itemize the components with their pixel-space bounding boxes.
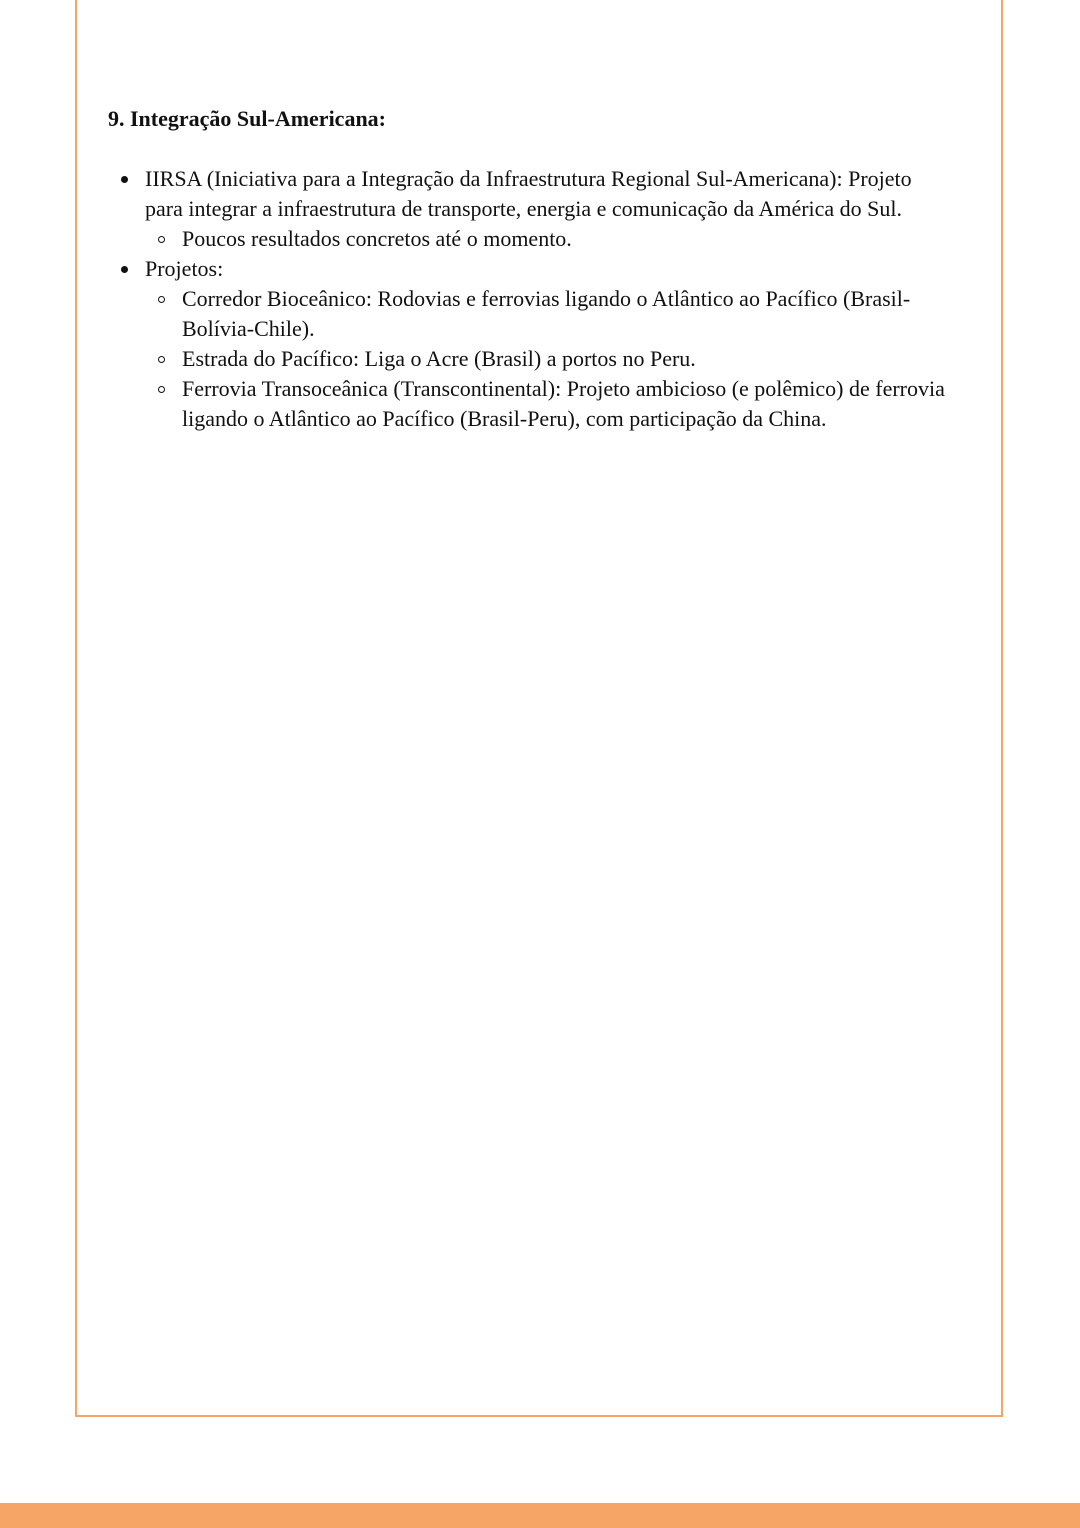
list-item-text: Projetos: [145,256,224,281]
sub-bullet-list [145,224,948,254]
list-item-text: IIRSA (Iniciativa para a Integração da Infraestrutura Regional Sul-Americana): Projeto para integrar a infraestrutura de transporte, energia e comunicação da América do Sul. [145,166,912,221]
list-item-projetos [108,254,948,434]
document-content [108,104,948,434]
sub-list-item [145,344,948,374]
filled-bullet-icon [121,176,128,183]
hollow-bullet-icon [158,296,165,303]
sub-list-item [145,374,948,434]
sub-list-item [145,224,948,254]
bullet-list [108,164,948,434]
list-item-iirsa [108,164,948,254]
sub-list-item-text: Poucos resultados concretos até o momento. [182,226,572,251]
hollow-bullet-icon [158,236,165,243]
filled-bullet-icon [121,266,128,273]
hollow-bullet-icon [158,386,165,393]
sub-list-item [145,284,948,344]
sub-bullet-list [145,284,948,434]
sub-list-item-text: Estrada do Pacífico: Liga o Acre (Brasil) a portos no Peru. [182,346,696,371]
footer-accent-bar [0,1503,1080,1528]
section-title: 9. Integração Sul-Americana: [108,106,387,131]
hollow-bullet-icon [158,356,165,363]
sub-list-item-text: Corredor Bioceânico: Rodovias e ferrovias ligando o Atlântico ao Pacífico (Brasil-Bolívia-Chile). [182,286,911,341]
sub-list-item-text: Ferrovia Transoceânica (Transcontinental): Projeto ambicioso (e polêmico) de ferrovia ligando o Atlântico ao Pacífico (Brasil-Peru), com participação da China. [182,376,945,431]
